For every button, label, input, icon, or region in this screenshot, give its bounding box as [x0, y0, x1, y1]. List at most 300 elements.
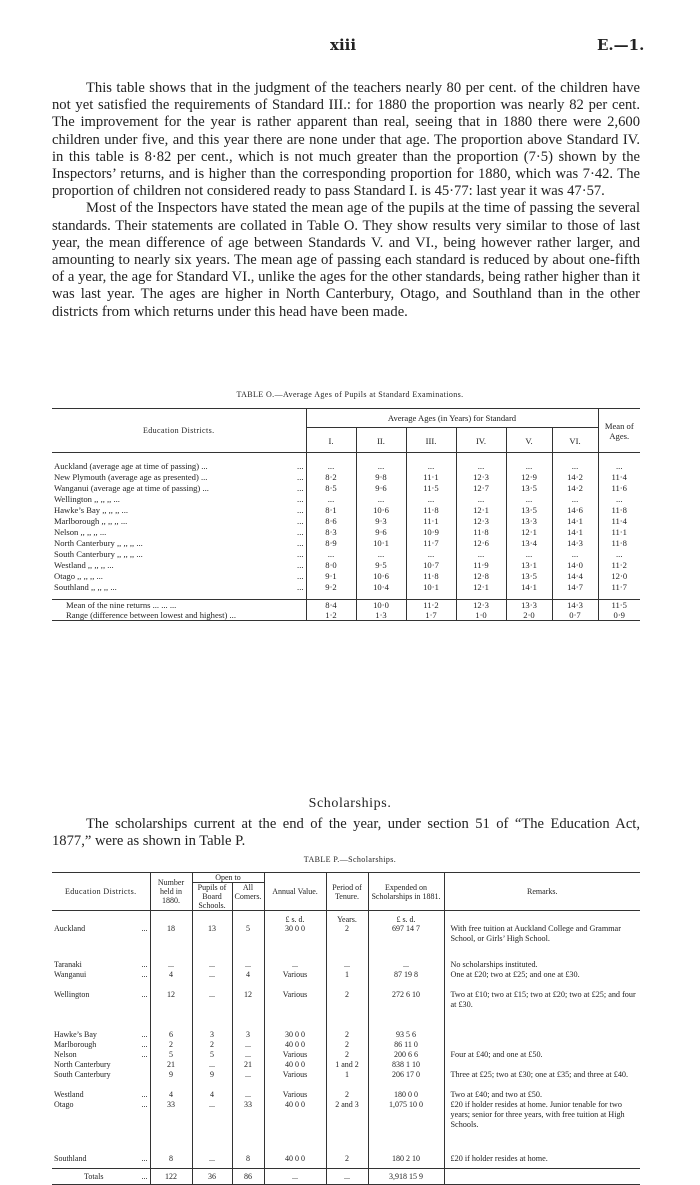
age-value: ... — [306, 549, 356, 560]
district-name: Marlborough — [54, 1040, 97, 1049]
summary-value: 8·4 — [306, 600, 356, 611]
totals-pupils: 36 — [192, 1169, 232, 1185]
age-value: 10·9 — [406, 527, 456, 538]
totals-expended: 3,918 15 9 — [368, 1169, 444, 1185]
number-held: 6 — [150, 1030, 192, 1040]
section-code: E.—1. — [597, 36, 645, 54]
summary-value: 14·3 — [552, 600, 598, 611]
scholarships-heading: Scholarships. — [308, 796, 392, 811]
leader-dots: ... — [141, 1030, 148, 1039]
remarks: No scholarships instituted. — [450, 960, 538, 969]
age-value: ... — [306, 494, 356, 505]
leader-dots: ... — [297, 582, 304, 592]
annual-value: Various — [264, 990, 326, 1030]
tenure-period: 1 — [326, 970, 368, 990]
district-cell — [52, 560, 306, 571]
age-value: 14·2 — [552, 483, 598, 494]
col-head-standards: Average Ages (in Years) for Standard — [306, 409, 598, 428]
open-to-pupils: ... — [192, 1100, 232, 1154]
age-value: 13·3 — [506, 516, 552, 527]
table-row — [52, 990, 640, 1030]
mean-value: 11·6 — [611, 483, 627, 493]
table-row — [52, 970, 640, 990]
age-value: ... — [552, 494, 598, 505]
page-number: xiii — [330, 36, 357, 54]
table-row — [52, 527, 640, 538]
table-row — [52, 1040, 640, 1050]
age-value: 11·1 — [406, 472, 456, 483]
district-cell — [52, 1030, 150, 1040]
number-held: 4 — [150, 970, 192, 990]
district-cell — [52, 483, 306, 494]
mean-value: ... — [616, 549, 623, 559]
totals-label: Totals — [84, 1172, 104, 1181]
table-row — [52, 461, 640, 472]
district-name: North Canterbury ,, ,, ,, ... — [54, 538, 143, 548]
district-cell — [52, 582, 306, 593]
leader-dots: ... — [297, 483, 304, 493]
col-head-district: Education Districts. — [52, 409, 306, 453]
age-value: 13·1 — [506, 560, 552, 571]
leader-dots: ... — [141, 1154, 148, 1163]
age-value: ... — [456, 494, 506, 505]
district-name: South Canterbury — [54, 1070, 111, 1079]
remarks: With free tuition at Auckland College and Grammar School, or Girls’ High School. — [450, 924, 621, 943]
p-head-all: All Comers. — [232, 883, 264, 911]
table-row — [52, 483, 640, 494]
age-value: 11·5 — [406, 483, 456, 494]
leader-dots: ... — [141, 1040, 148, 1049]
age-value: 12·1 — [456, 505, 506, 516]
summary-mean: 0·9 — [598, 610, 640, 621]
leader-dots: ... — [297, 516, 304, 526]
age-value: ... — [406, 549, 456, 560]
mean-value: ... — [616, 461, 623, 471]
open-to-all: ... — [232, 1070, 264, 1090]
mean-value: 11·4 — [611, 472, 627, 482]
age-value: ... — [456, 461, 506, 472]
leader-dots: ... — [141, 960, 148, 969]
summary-mean: 11·5 — [598, 600, 640, 611]
age-value: 9·1 — [306, 571, 356, 582]
tenure-period: 1 and 2 — [326, 1060, 368, 1070]
annual-value: 40 0 0 — [264, 1060, 326, 1070]
age-value: 13·5 — [506, 505, 552, 516]
open-to-pupils: 2 — [192, 1040, 232, 1050]
district-cell — [52, 960, 150, 970]
amount-expended: 86 11 0 — [368, 1040, 444, 1050]
age-value: 12·1 — [506, 527, 552, 538]
district-name: Nelson ,, ,, ,, ... — [54, 527, 107, 537]
age-value: 10·4 — [356, 582, 406, 593]
mean-value: 11·2 — [611, 560, 627, 570]
table-row — [52, 582, 640, 593]
district-name: Otago — [54, 1100, 74, 1109]
district-cell — [52, 1050, 150, 1060]
age-value: 14·4 — [552, 571, 598, 582]
open-to-pupils: ... — [192, 960, 232, 970]
district-cell — [52, 505, 306, 516]
totals-value: ... — [264, 1169, 326, 1185]
district-name: Hawke’s Bay — [54, 1030, 97, 1039]
leader-dots: ... — [141, 1050, 148, 1059]
table-row — [52, 494, 640, 505]
district-name: Taranaki — [54, 960, 82, 969]
table-o-caption: TABLE O.—Average Ages of Pupils at Standard Examinations. — [236, 390, 464, 399]
age-value: 8·0 — [306, 560, 356, 571]
remarks: Four at £40; and one at £50. — [450, 1050, 543, 1059]
summary-value: 1·0 — [456, 610, 506, 621]
age-value: 12·6 — [456, 538, 506, 549]
remarks: Two at £10; two at £15; two at £20; two at £25; and four at £30. — [450, 990, 636, 1009]
open-to-pupils: ... — [192, 1060, 232, 1070]
age-value: 12·3 — [456, 516, 506, 527]
tenure-period: 2 and 3 — [326, 1100, 368, 1154]
summary-value: 11·2 — [406, 600, 456, 611]
age-value: ... — [406, 494, 456, 505]
age-value: 14·1 — [552, 527, 598, 538]
remarks — [444, 1030, 640, 1040]
tenure-period: 2 — [326, 1030, 368, 1040]
age-value: 10·6 — [356, 571, 406, 582]
annual-value: Various — [264, 1050, 326, 1060]
age-value: 14·1 — [552, 516, 598, 527]
annual-value: 30 0 0 — [264, 924, 326, 960]
age-value: 10·1 — [406, 582, 456, 593]
mean-value: 11·7 — [611, 582, 627, 592]
p-head-open: Open to — [192, 873, 264, 883]
amount-expended: 206 17 0 — [368, 1070, 444, 1090]
amount-expended: 1,075 10 0 — [368, 1100, 444, 1154]
annual-value: ... — [264, 960, 326, 970]
age-value: 8·9 — [306, 538, 356, 549]
age-value: 14·0 — [552, 560, 598, 571]
leader-dots: ... — [141, 1090, 148, 1099]
age-value: 12·3 — [456, 472, 506, 483]
scholarships-paragraph: The scholarships current at the end of the year, under section 51 of “The Education Act, 1877,” were as shown in Table P. — [52, 816, 640, 850]
remarks: Two at £40; and two at £50. — [450, 1090, 543, 1099]
district-cell — [52, 472, 306, 483]
age-value: ... — [356, 461, 406, 472]
p-head-pupils: Pupils of Board Schools. — [192, 883, 232, 911]
district-name: North Canterbury — [54, 1060, 111, 1069]
age-value: 9·8 — [356, 472, 406, 483]
district-name: Wellington — [54, 990, 90, 999]
number-held: 12 — [150, 990, 192, 1030]
district-cell — [52, 1040, 150, 1050]
district-name: Auckland (average age at time of passing) ... — [54, 461, 208, 471]
leader-dots: ... — [297, 538, 304, 548]
age-value: 14·2 — [552, 472, 598, 483]
table-row — [52, 505, 640, 516]
age-value: 10·6 — [356, 505, 406, 516]
tenure-period: 2 — [326, 990, 368, 1030]
district-name: Marlborough ,, ,, ,, ... — [54, 516, 128, 526]
open-to-pupils: ... — [192, 970, 232, 990]
summary-row — [52, 610, 640, 621]
open-to-pupils: 9 — [192, 1070, 232, 1090]
district-name: Wanganui — [54, 970, 87, 979]
district-name: South Canterbury ,, ,, ,, ... — [54, 549, 143, 559]
district-cell — [52, 516, 306, 527]
age-value: ... — [356, 549, 406, 560]
number-held: 4 — [150, 1090, 192, 1100]
age-value: 11·8 — [406, 505, 456, 516]
p-units-value: £ s. d. — [264, 911, 326, 925]
leader-dots: ... — [297, 571, 304, 581]
summary-row — [52, 600, 640, 611]
age-value: 12·7 — [456, 483, 506, 494]
table-row — [52, 1154, 640, 1169]
annual-value: 40 0 0 — [264, 1100, 326, 1154]
age-value: 13·5 — [506, 571, 552, 582]
p-head-value: Annual Value. — [264, 873, 326, 911]
district-cell — [52, 924, 150, 960]
totals-period: ... — [326, 1169, 368, 1185]
summary-label: Range (difference between lowest and highest) ... — [52, 610, 306, 621]
age-value: ... — [456, 549, 506, 560]
leader-dots: ... — [141, 1172, 148, 1181]
annual-value: Various — [264, 1090, 326, 1100]
annual-value: 40 0 0 — [264, 1154, 326, 1169]
table-row — [52, 1060, 640, 1070]
age-value: 9·6 — [356, 527, 406, 538]
summary-value: 2·0 — [506, 610, 552, 621]
age-value: 12·9 — [506, 472, 552, 483]
district-cell — [52, 461, 306, 472]
table-row — [52, 1050, 640, 1060]
amount-expended: 87 19 8 — [368, 970, 444, 990]
open-to-all: 3 — [232, 1030, 264, 1040]
leader-dots: ... — [141, 990, 148, 999]
district-cell — [52, 1154, 150, 1169]
col-head-standard: I. — [306, 428, 356, 453]
leader-dots: ... — [141, 1100, 148, 1109]
age-value: 10·1 — [356, 538, 406, 549]
age-value: 8·6 — [306, 516, 356, 527]
totals-number: 122 — [150, 1169, 192, 1185]
paragraph-2: Most of the Inspectors have stated the mean age of the pupils at the time of passing the several standards. Their statements are collated in Table O. They show results very similar to those of last year, the mean difference of age between Standards V. and VI., being however rather larger, and amounting to nearly six years. The mean age of passing each standard is reduced by about one-fifth of a year, the age for Standard VI., unlike the ages for the other standards, being rather higher than it was last year. The ages are higher in North Canterbury, Otago, and Southland than in the other districts from which returns under this head have been made. — [52, 200, 640, 320]
open-to-all: 5 — [232, 924, 264, 960]
col-head-mean: Mean of Ages. — [598, 409, 640, 453]
table-o — [52, 408, 640, 621]
remarks — [444, 1040, 640, 1050]
annual-value: Various — [264, 970, 326, 990]
tenure-period: 2 — [326, 1090, 368, 1100]
mean-value: 12·0 — [611, 571, 628, 581]
age-value: 9·3 — [356, 516, 406, 527]
remarks: £20 if holder resides at home. Junior tenable for two years; senior for three years, with free tuition at High Schools. — [450, 1100, 625, 1129]
summary-value: 12·3 — [456, 600, 506, 611]
age-value: 13·5 — [506, 483, 552, 494]
age-value: 12·1 — [456, 582, 506, 593]
age-value: ... — [552, 549, 598, 560]
age-value: 13·4 — [506, 538, 552, 549]
age-value: 11·1 — [406, 516, 456, 527]
open-to-pupils: 4 — [192, 1090, 232, 1100]
age-value: 8·5 — [306, 483, 356, 494]
amount-expended: 93 5 6 — [368, 1030, 444, 1040]
age-value: 8·3 — [306, 527, 356, 538]
p-head-district: Education Districts. — [52, 873, 150, 911]
totals-row — [52, 1169, 640, 1185]
col-head-standard: IV. — [456, 428, 506, 453]
p-head-number: Number held in 1880. — [150, 873, 192, 911]
age-value: ... — [406, 461, 456, 472]
leader-dots: ... — [297, 494, 304, 504]
table-p — [52, 872, 640, 1185]
mean-value: 11·1 — [611, 527, 627, 537]
p-head-remarks: Remarks. — [444, 873, 640, 911]
amount-expended: 838 1 10 — [368, 1060, 444, 1070]
amount-expended: 200 6 6 — [368, 1050, 444, 1060]
district-cell — [52, 571, 306, 582]
age-value: 14·1 — [506, 582, 552, 593]
leader-dots: ... — [297, 505, 304, 515]
age-value: 14·7 — [552, 582, 598, 593]
district-name: Southland — [54, 1154, 87, 1163]
mean-value: 11·4 — [611, 516, 627, 526]
number-held: ... — [150, 960, 192, 970]
p-units-expended: £ s. d. — [368, 911, 444, 925]
age-value: 9·6 — [356, 483, 406, 494]
district-name: Hawke’s Bay ,, ,, ,, ... — [54, 505, 128, 515]
col-head-standard: III. — [406, 428, 456, 453]
age-value: ... — [356, 494, 406, 505]
table-p-caption: TABLE P.—Scholarships. — [303, 855, 397, 864]
number-held: 2 — [150, 1040, 192, 1050]
tenure-period: 2 — [326, 1040, 368, 1050]
col-head-standard: V. — [506, 428, 552, 453]
table-row — [52, 1100, 640, 1154]
number-held: 8 — [150, 1154, 192, 1169]
page-header — [0, 36, 700, 58]
scholarships-text — [52, 816, 640, 850]
open-to-all: 21 — [232, 1060, 264, 1070]
district-name: Nelson — [54, 1050, 77, 1059]
district-name: Westland — [54, 1090, 84, 1099]
leader-dots: ... — [297, 560, 304, 570]
open-to-pupils: ... — [192, 990, 232, 1030]
table-row — [52, 472, 640, 483]
age-value: ... — [306, 461, 356, 472]
age-value: 11·9 — [456, 560, 506, 571]
age-value: 11·7 — [406, 538, 456, 549]
age-value: 11·8 — [406, 571, 456, 582]
district-name: Wanganui (average age at time of passing) ... — [54, 483, 209, 493]
table-row — [52, 516, 640, 527]
table-row — [52, 571, 640, 582]
district-cell — [52, 1070, 150, 1090]
summary-value: 13·3 — [506, 600, 552, 611]
tenure-period: 2 — [326, 1154, 368, 1169]
leader-dots: ... — [141, 970, 148, 979]
body-text — [52, 80, 640, 321]
table-row — [52, 1090, 640, 1100]
open-to-all: 4 — [232, 970, 264, 990]
open-to-all: ... — [232, 1050, 264, 1060]
age-value: 9·5 — [356, 560, 406, 571]
district-cell — [52, 1090, 150, 1100]
district-name: Auckland — [54, 924, 86, 933]
district-name: Otago ,, ,, ,, ... — [54, 571, 103, 581]
district-name: Wellington ,, ,, ,, ... — [54, 494, 120, 504]
age-value: 10·7 — [406, 560, 456, 571]
age-value: 14·3 — [552, 538, 598, 549]
age-value: 8·1 — [306, 505, 356, 516]
summary-value: 1·2 — [306, 610, 356, 621]
open-to-all: ... — [232, 1040, 264, 1050]
district-cell — [52, 970, 150, 990]
table-row — [52, 1030, 640, 1040]
remarks: Three at £25; two at £30; one at £35; and three at £40. — [450, 1070, 629, 1079]
leader-dots: ... — [297, 461, 304, 471]
summary-value: 10·0 — [356, 600, 406, 611]
age-value: ... — [506, 549, 552, 560]
district-cell — [52, 527, 306, 538]
tenure-period: 1 — [326, 1070, 368, 1090]
open-to-pupils: 13 — [192, 924, 232, 960]
district-cell — [52, 1060, 150, 1070]
age-value: 14·6 — [552, 505, 598, 516]
leader-dots: ... — [297, 527, 304, 537]
number-held: 21 — [150, 1060, 192, 1070]
mean-value: ... — [616, 494, 623, 504]
remarks — [444, 1060, 640, 1070]
p-head-expended: Expended on Scholarships in 1881. — [368, 873, 444, 911]
summary-label: Mean of the nine returns ... ... ... — [52, 600, 306, 611]
district-cell — [52, 494, 306, 505]
open-to-all: ... — [232, 960, 264, 970]
open-to-all: ... — [232, 1090, 264, 1100]
leader-dots: ... — [297, 472, 304, 482]
leader-dots: ... — [141, 924, 148, 933]
amount-expended: 180 0 0 — [368, 1090, 444, 1100]
number-held: 33 — [150, 1100, 192, 1154]
amount-expended: ... — [368, 960, 444, 970]
summary-value: 1·7 — [406, 610, 456, 621]
paragraph-1: This table shows that in the judgment of the teachers nearly 80 per cent. of the children have not yet satisfied the requirements of Standard III.: for 1880 the proportion was nearly 82 per cent. The improvement for the year is rather apparent than real, seeing that in 1880 there were 2,600 children under five, and this year there are none under that age. The proportion above Standard IV. in this table is 8·82 per cent., which is not much greater than the proportion (7·5) shown by the Inspectors’ returns, and is higher than the corresponding proportion for 1880, which was 7·42. The proportion of children not considered ready to pass Standard I. is 45·77: last year it was 47·57. — [52, 80, 640, 200]
age-value: ... — [506, 461, 552, 472]
open-to-all: 12 — [232, 990, 264, 1030]
totals-remarks — [444, 1169, 640, 1185]
age-value: 11·8 — [456, 527, 506, 538]
p-head-period: Period of Tenure. — [326, 873, 368, 911]
table-row — [52, 560, 640, 571]
district-cell — [52, 538, 306, 549]
number-held: 9 — [150, 1070, 192, 1090]
remarks: £20 if holder resides at home. — [450, 1154, 548, 1163]
annual-value: Various — [264, 1070, 326, 1090]
amount-expended: 697 14 7 — [368, 924, 444, 960]
number-held: 5 — [150, 1050, 192, 1060]
table-row — [52, 549, 640, 560]
table-row — [52, 924, 640, 960]
number-held: 18 — [150, 924, 192, 960]
age-value: 12·8 — [456, 571, 506, 582]
open-to-all: 8 — [232, 1154, 264, 1169]
remarks: One at £20; two at £25; and one at £30. — [450, 970, 580, 979]
table-row — [52, 1070, 640, 1090]
summary-value: 1·3 — [356, 610, 406, 621]
age-value: ... — [506, 494, 552, 505]
age-value: 9·2 — [306, 582, 356, 593]
annual-value: 40 0 0 — [264, 1040, 326, 1050]
district-cell — [52, 1100, 150, 1154]
mean-value: 11·8 — [611, 538, 627, 548]
tenure-period: 2 — [326, 1050, 368, 1060]
table-row — [52, 538, 640, 549]
